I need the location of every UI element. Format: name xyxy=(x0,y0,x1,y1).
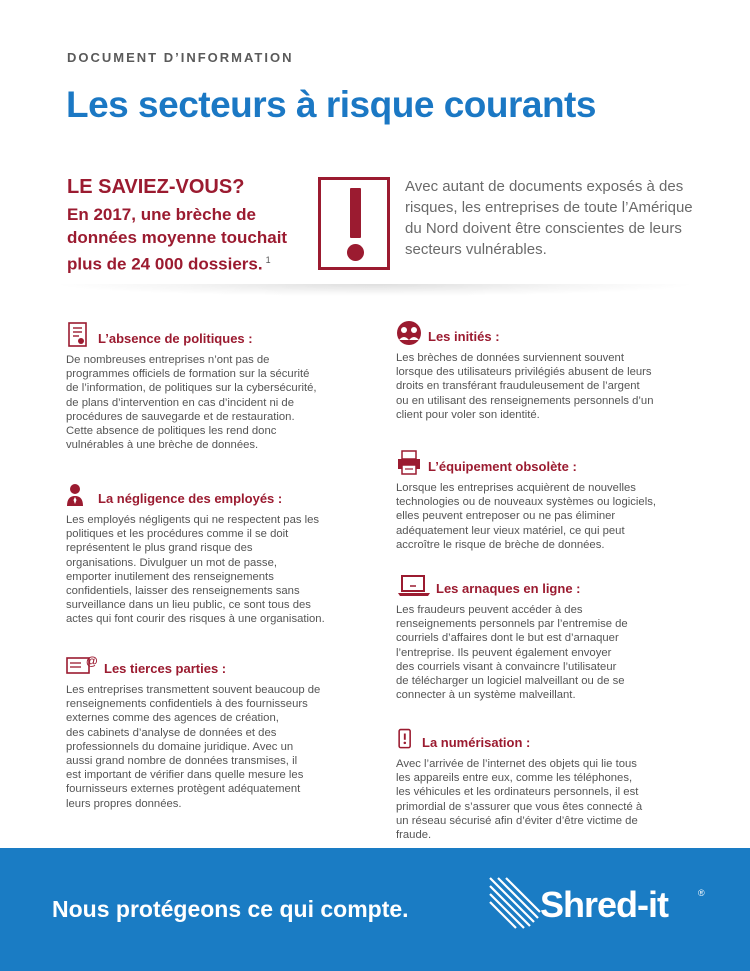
section-body xyxy=(396,481,656,552)
footer-banner xyxy=(0,848,750,971)
section-employee-negligence xyxy=(66,482,325,627)
section-obsolete-equipment xyxy=(396,450,656,552)
section-title: Les tierces parties : xyxy=(104,661,227,676)
smartphone-icon xyxy=(396,726,418,752)
section-title: L’absence de politiques : xyxy=(98,331,253,346)
body-line: Les employés négligents qui ne respectent pas les xyxy=(66,514,320,526)
printer-icon xyxy=(396,450,424,476)
document-kicker: DOCUMENT D’INFORMATION xyxy=(67,50,294,65)
section-insiders xyxy=(396,320,653,422)
body-line: organisations. Divulguer un mot de passe, xyxy=(66,556,277,569)
body-line: de plans d’intervention en cas d’incident ni de xyxy=(66,396,294,409)
body-line: Lorsque les entreprises acquièrent de nouvelles xyxy=(396,482,636,494)
section-third-parties xyxy=(66,652,320,811)
body-line: aussi grand nombre de données transmises, il xyxy=(66,755,298,768)
body-line: un réseau sécurisé afin d’éviter d’être victime de xyxy=(396,814,638,827)
body-line: Les brèches de données surviennent souvent xyxy=(396,352,624,364)
intro-line: Avec autant de documents exposés à des xyxy=(405,178,684,195)
registered-mark: ® xyxy=(698,888,705,898)
fact-line xyxy=(67,249,317,276)
exclamation-bar xyxy=(350,188,361,238)
fact-line-text: plus de 24 000 dossiers. xyxy=(67,254,263,274)
body-line: professionnels du domaine juridique. Avec un xyxy=(66,740,294,753)
fact-line: données moyenne touchait xyxy=(67,228,288,247)
section-title: Les arnaques en ligne : xyxy=(436,581,581,596)
body-line: programmes officiels de formation sur la sécurité xyxy=(66,368,310,381)
did-you-know-fact xyxy=(67,203,317,276)
body-line: emporter inutilement des renseignements xyxy=(66,570,274,583)
body-line: droits en transférant frauduleusement de l’argent xyxy=(396,380,640,393)
body-line: Les entreprises transmettent souvent beaucoup de xyxy=(66,684,321,696)
email-icon xyxy=(66,652,100,678)
body-line: adéquatement leur vieux matériel, ce qui peut xyxy=(396,524,625,537)
body-line: elles peuvent entreposer ou ne pas éliminer xyxy=(396,510,616,523)
body-line: courriels d’affaires dont le but est d’arnaquer xyxy=(396,632,619,645)
section-body xyxy=(66,513,325,627)
body-line: est important de vérifier dans quelle mesure les xyxy=(66,769,304,782)
body-line: procédures de sauvegarde et de restauration. xyxy=(66,410,295,423)
body-line: de l’information, de politiques sur la cybersécurité, xyxy=(66,382,317,395)
fact-line: En 2017, une brèche de xyxy=(67,205,256,224)
body-line: De nombreuses entreprises n’ont pas de xyxy=(66,354,270,366)
shred-lines-icon xyxy=(486,874,546,932)
body-line: représentent le plus grand risque des xyxy=(66,542,253,555)
intro-paragraph xyxy=(405,176,715,260)
exclamation-dot xyxy=(347,244,364,261)
section-title: Les initiés : xyxy=(428,329,500,344)
laptop-icon xyxy=(396,572,432,598)
body-line: des courriels visant à convaincre l’utilisateur xyxy=(396,660,617,673)
svg-text:@: @ xyxy=(86,654,98,668)
body-line: renseignements confidentiels à des fournisseurs xyxy=(66,698,308,711)
brand-name: Shred-it xyxy=(540,884,669,925)
body-line: Avec l’arrivée de l’internet des objets qui lie tous xyxy=(396,758,637,770)
section-body xyxy=(66,353,317,452)
body-line: leurs propres données. xyxy=(66,797,182,810)
section-body xyxy=(66,683,320,811)
employee-icon xyxy=(66,482,94,508)
body-line: Cette absence de politiques les rend donc xyxy=(66,425,277,438)
intro-line: secteurs vulnérables. xyxy=(405,241,547,258)
section-body xyxy=(396,603,628,702)
intro-line: risques, les entreprises de toute l’Amérique xyxy=(405,199,693,216)
body-line: accroître le risque de brèche de données. xyxy=(396,538,605,551)
page-title: Les secteurs à risque courants xyxy=(66,84,596,125)
body-line: externes comme des agences de création, xyxy=(66,712,279,725)
body-line: connecter à un système malveillant. xyxy=(396,689,576,702)
body-line: l’entreprise. Ils peuvent également envoyer xyxy=(396,646,612,659)
body-line: technologies ou de nouveaux systèmes ou logiciels, xyxy=(396,496,656,509)
section-title: La négligence des employés : xyxy=(98,491,283,506)
body-line: de télécharger un logiciel malveillant ou de se xyxy=(396,675,625,688)
document-icon xyxy=(66,322,94,348)
body-line: fournisseurs externes protègent adéquatement xyxy=(66,783,301,796)
body-line: vulnérables à une brèche de données. xyxy=(66,439,259,452)
body-line: les appareils entre eux, comme les téléphones, xyxy=(396,772,633,785)
brand-logo xyxy=(486,874,716,934)
footnote-marker: 1 xyxy=(265,255,271,265)
section-digitization xyxy=(396,726,642,842)
section-divider xyxy=(60,284,690,296)
body-line: politiques et les procédures comme il se doit xyxy=(66,528,289,541)
section-body xyxy=(396,351,653,422)
body-line: ou en utilisant des renseignements personnels d’un xyxy=(396,394,654,407)
body-line: confidentiels, laisser des renseignements sans xyxy=(66,585,300,598)
footer-tagline: Nous protégeons ce qui compte. xyxy=(52,896,409,922)
did-you-know-callout xyxy=(67,176,317,276)
body-line: Les fraudeurs peuvent accéder à des xyxy=(396,604,583,616)
section-body xyxy=(396,757,642,842)
section-title: La numérisation : xyxy=(422,735,531,750)
did-you-know-heading: LE SAVIEZ-VOUS? xyxy=(67,176,245,198)
intro-line: du Nord doivent être conscientes de leurs xyxy=(405,220,682,237)
body-line: des cabinets d’analyse de données et des xyxy=(66,726,277,739)
body-line: lorsque des utilisateurs privilégiés abusent de leurs xyxy=(396,366,652,379)
body-line: surveillance dans un lieu public, ce sont tous des xyxy=(66,599,311,612)
section-title: L’équipement obsolète : xyxy=(428,459,577,474)
section-online-scams xyxy=(396,572,628,702)
section-policies xyxy=(66,322,317,452)
body-line: client pour voler son identité. xyxy=(396,408,540,421)
exclamation-icon xyxy=(318,177,390,270)
body-line: primordial de s’assurer que vous êtes connecté à xyxy=(396,800,643,813)
body-line: actes qui font courir des risques à une organisation. xyxy=(66,613,325,626)
body-line: les véhicules et les ordinateurs personnels, il est xyxy=(396,786,639,799)
body-line: renseignements personnels par l’entremise de xyxy=(396,618,628,631)
insider-icon xyxy=(396,320,424,346)
body-line: fraude. xyxy=(396,829,432,842)
